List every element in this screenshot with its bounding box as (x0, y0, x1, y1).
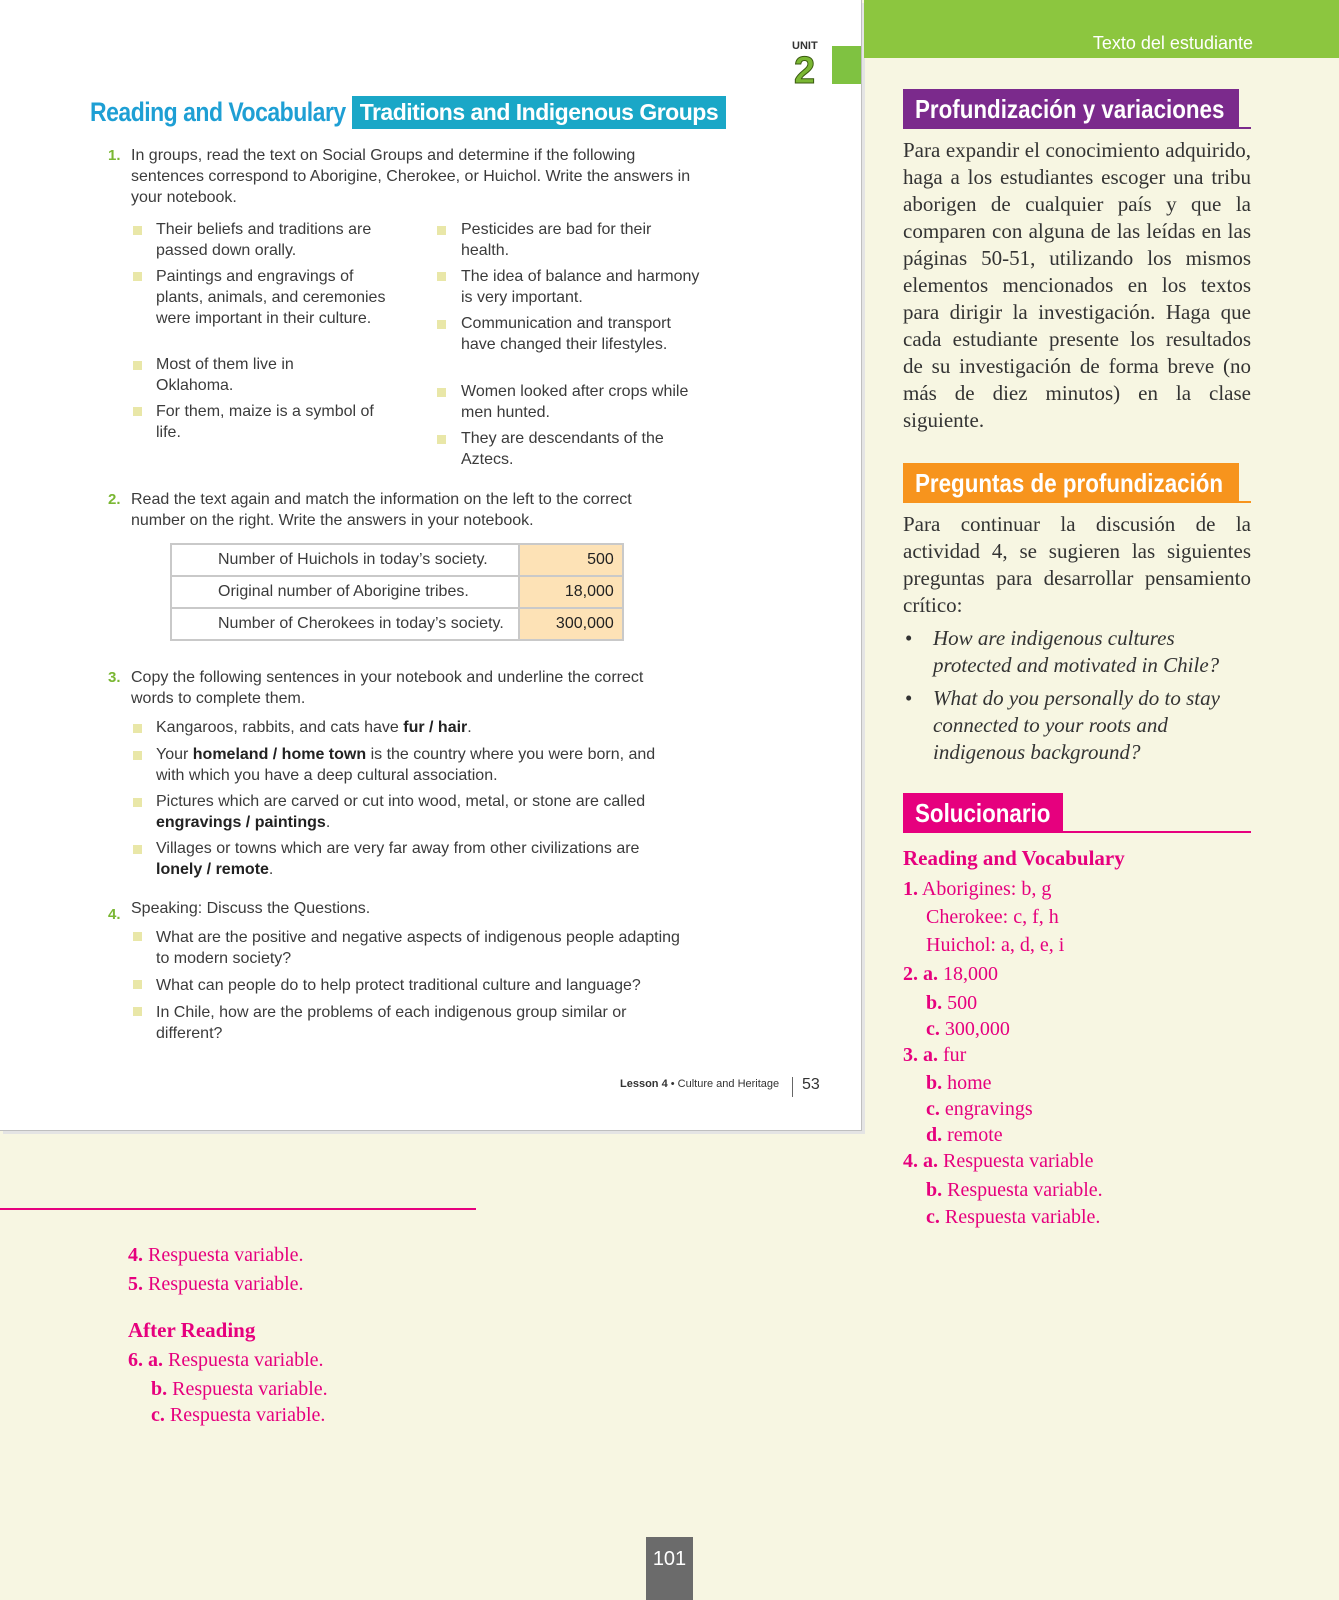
book-page-number: 53 (802, 1076, 820, 1093)
answer-text: Cherokee: c, f, h (926, 906, 1059, 928)
student-book-page (0, 0, 862, 1131)
answer-line (926, 1016, 1010, 1042)
header-tag: Texto del estudiante (1092, 33, 1253, 53)
question-1-number: 1. (108, 147, 121, 164)
answer-letter: a. (148, 1349, 163, 1371)
q1-item-c: Most of them live in Oklahoma. (156, 356, 294, 394)
q1-item-i: They are descendants of the Aztecs. (461, 430, 664, 468)
answer-line (151, 1402, 325, 1428)
item-marker (133, 272, 142, 281)
answer-line (903, 876, 1051, 902)
item-marker (437, 320, 446, 329)
section-title (90, 96, 726, 129)
item-marker (133, 932, 142, 941)
q1-item-h: Women looked after crops while men hunted. (461, 383, 689, 421)
q4-item-b: What can people do to help protect traditional culture and language? (156, 977, 641, 994)
pregunta-1: How are indigenous cultures protected and motivated in Chile? (933, 626, 1220, 677)
q3-d-pre: Villages or towns which are very far away from other civilizations are (156, 840, 640, 857)
row-value: 18,000 (519, 576, 623, 608)
q3-d-post: . (268, 861, 274, 878)
list-item: • What do you personally do to stay connected to your roots and indigenous background? (905, 686, 1220, 764)
answer-letter: c. (926, 1018, 940, 1040)
answer-line (926, 1204, 1100, 1230)
after-reading-heading: After Reading (128, 1318, 256, 1342)
q1-item-d: For them, maize is a symbol of life. (156, 403, 374, 441)
answer-letter: c. (926, 1098, 940, 1120)
q4-item-c: In Chile, how are the problems of each indigenous group similar or different? (156, 1004, 627, 1042)
answer-text: Respuesta variable. (148, 1273, 304, 1295)
page-number: 101 (646, 1537, 693, 1600)
section-divider (0, 1208, 476, 1210)
answer-letter: b. (926, 1072, 943, 1094)
item-marker (437, 272, 446, 281)
q1-item-b: Paintings and engravings of plants, animals, and ceremonies were important in their culture. (156, 268, 386, 327)
q3-a-post: . (467, 719, 472, 736)
unit-number: 2 (794, 50, 816, 92)
answer-number: 1. (903, 878, 918, 900)
section-title-part1: Reading and Vocabulary (90, 96, 346, 127)
item-marker (133, 361, 142, 370)
q3-item-b (156, 744, 686, 786)
answer-line (926, 1070, 992, 1096)
answer-number: 4. (128, 1244, 143, 1266)
answer-line (926, 932, 1064, 958)
profundizacion-title: Profundización y variaciones (915, 94, 1225, 124)
q1-item-a: Their beliefs and traditions are passed down orally. (156, 221, 372, 259)
q3-a-options: fur / hair (403, 719, 468, 736)
table-row (171, 576, 623, 608)
preguntas-list (903, 625, 1253, 772)
item-marker (133, 751, 142, 760)
answer-line (926, 1122, 1003, 1148)
solucionario-title: Solucionario (915, 798, 1051, 828)
answer-letter: b. (926, 992, 943, 1014)
header-bar (864, 0, 1339, 58)
answer-text: Respuesta variable. (148, 1244, 304, 1266)
answer-text: fur (943, 1044, 967, 1066)
answer-letter: b. (151, 1378, 168, 1400)
question-1-text: In groups, read the text on Social Groups and determine if the following sentences correspond to Aborigine, Cherokee, or Huichol. Write the answers in your notebook. (131, 147, 691, 206)
item-marker (133, 226, 142, 235)
answer-line (926, 990, 977, 1016)
q1-item-g: Communication and transport have changed their lifestyles. (461, 315, 671, 353)
q3-item-c (156, 791, 686, 833)
answer-text: Respuesta variable. (169, 1404, 326, 1426)
answer-number: 4. (903, 1150, 918, 1172)
question-3-text: Copy the following sentences in your notebook and underline the correct words to complete them. (131, 669, 644, 707)
q3-c-pre: Pictures which are carved or cut into wood, metal, or stone are called (156, 793, 646, 810)
question-4-number: 4. (108, 906, 121, 923)
match-table (170, 543, 624, 641)
answer-text: Aborigines: b, g (921, 878, 1052, 900)
q1-item-e: Pesticides are bad for their health. (461, 221, 652, 259)
answer-text: 300,000 (944, 1018, 1010, 1040)
row-label: Number of Cherokees in today’s society. (171, 608, 519, 640)
q3-d-options: lonely / remote (156, 861, 269, 878)
q3-b-options: homeland / home town (192, 746, 367, 763)
preguntas-heading (903, 463, 1239, 503)
solucionario-section: Reading and Vocabulary (903, 846, 1125, 870)
answer-text: 500 (947, 992, 978, 1014)
profundizacion-heading (903, 89, 1239, 129)
row-value: 300,000 (519, 608, 623, 640)
answer-number: 6. (128, 1349, 143, 1371)
q4-item-a: What are the positive and negative aspects of indigenous people adapting to modern society? (156, 929, 680, 967)
row-label: Original number of Aborigine tribes. (171, 576, 519, 608)
answer-line (903, 1042, 966, 1068)
section-title-part2: Traditions and Indigenous Groups (352, 96, 726, 129)
q1-item-f: The idea of balance and harmony is very important. (461, 268, 700, 306)
item-marker (437, 388, 446, 397)
question-3-number: 3. (108, 669, 121, 686)
item-marker (133, 724, 142, 733)
lesson-footer (620, 1078, 779, 1090)
answer-line (903, 1148, 1094, 1174)
footer-divider (792, 1077, 793, 1097)
answer-letter: d. (926, 1124, 943, 1146)
q3-a-pre: Kangaroos, rabbits, and cats have (156, 719, 404, 736)
answer-line (128, 1242, 304, 1268)
item-marker (133, 1007, 142, 1016)
item-marker (133, 845, 142, 854)
answer-line (926, 904, 1059, 930)
lesson-topic: • Culture and Heritage (667, 1078, 780, 1090)
answer-text: Respuesta variable. (947, 1179, 1103, 1201)
answer-number: 3. (903, 1044, 918, 1066)
item-marker (133, 407, 142, 416)
answer-text: Respuesta variable. (168, 1349, 324, 1371)
heading-underline (903, 501, 1251, 503)
solucionario-heading (903, 793, 1063, 833)
row-value: 500 (519, 544, 623, 576)
answer-letter: b. (926, 1179, 943, 1201)
q3-b-pre: Your (156, 746, 193, 763)
answer-text: Huichol: a, d, e, i (926, 934, 1065, 956)
answer-letter: a. (923, 1044, 938, 1066)
answer-line (128, 1347, 324, 1373)
heading-underline (903, 831, 1251, 833)
q3-item-a (156, 717, 686, 738)
item-marker (133, 798, 142, 807)
table-row (171, 544, 623, 576)
answer-letter: c. (926, 1206, 940, 1228)
answer-text: Respuesta variable. (172, 1378, 328, 1400)
answer-line (926, 1177, 1103, 1203)
answer-text: engravings (944, 1098, 1033, 1120)
unit-tab (832, 46, 861, 84)
answer-line (903, 961, 998, 987)
pregunta-2: What do you personally do to stay connected to your roots and indigenous background? (933, 686, 1220, 764)
item-marker (133, 980, 142, 989)
preguntas-title: Preguntas de profundización (915, 468, 1224, 498)
answer-line (151, 1376, 328, 1402)
q3-c-options: engravings / paintings (156, 814, 326, 831)
answer-number: 5. (128, 1273, 143, 1295)
answer-line (926, 1096, 1033, 1122)
unit-label: UNIT (792, 40, 818, 52)
list-item: • How are indigenous cultures protected and motivated in Chile? (905, 626, 1220, 677)
answer-letter: a. (923, 963, 938, 985)
q3-item-d (156, 838, 686, 880)
table-row (171, 608, 623, 640)
q3-c-post: . (325, 814, 331, 831)
question-4-text: Speaking: Discuss the Questions. (131, 900, 371, 917)
answer-text: home (947, 1072, 992, 1094)
answer-letter: c. (151, 1404, 165, 1426)
question-2-number: 2. (108, 491, 121, 508)
answer-text: 18,000 (943, 963, 998, 985)
item-marker (437, 226, 446, 235)
profundizacion-text: Para expandir el conocimiento adquirido, haga a los estudiantes escoger una tribu aborigen de cualquier país y que la comparen con alguna de las leídas en las páginas 50-51, utilizando los mismos elementos mencionados en los textos para dirigir la investigación. Haga que cada estudiante presente los resultados de su investigación de forma breve (no más de diez minutos) en la clase siguiente. (903, 138, 1251, 432)
answer-text: Respuesta variable. (944, 1206, 1101, 1228)
q3-b-post: is the country where you were born, and with which you have a deep cultural association. (156, 746, 656, 784)
row-label: Number of Huichols in today’s society. (171, 544, 519, 576)
answer-text: Respuesta variable (943, 1150, 1094, 1172)
answer-text: remote (947, 1124, 1003, 1146)
item-marker (437, 435, 446, 444)
heading-underline (903, 127, 1251, 129)
answer-line (128, 1271, 304, 1297)
answer-letter: a. (923, 1150, 938, 1172)
lesson-label: Lesson 4 (620, 1078, 668, 1090)
answer-number: 2. (903, 963, 918, 985)
question-2-text: Read the text again and match the information on the left to the correct number on the right. Write the answers in your notebook. (131, 491, 632, 529)
preguntas-text: Para continuar la discusión de la actividad 4, se sugieren las siguientes preguntas para desarrollar pensamiento crítico: (903, 512, 1251, 617)
